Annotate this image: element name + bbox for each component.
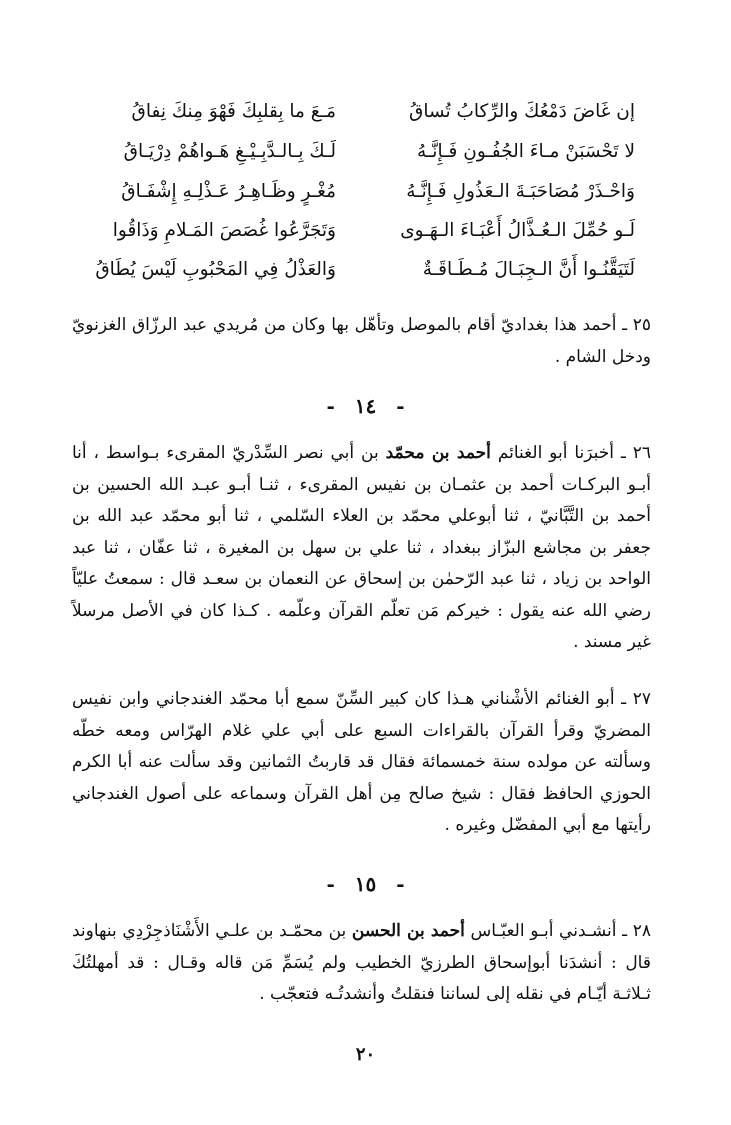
verse-1-left: مَـعَ ما بِقلبِكَ فَهْوَ مِنكَ نِفاقُ: [131, 101, 336, 122]
section-14-number: ١٤: [354, 394, 377, 418]
p26-body: بن أبي نصر السِّدْريّ المقرىء بـواسط ، أنا أبـو البركـات أحمد بن عثمـان بن نفيس المقرىء ، ثنـا أبـو عبـد الله الحسين بن أحمد بن التَّبَّانيّ ، ثنا أبوعلي محمّد بن العلاء السّلمي ، ثنا أبو محمّد عبد الله بن جعفر بن مجاشع البزّاز ببغداد ، ثنا علي بن سهل بن المغيرة ، ثنا عفّان ، ثنا عبد الواحد بن زياد ، ثنا عبد الرّحمٰن بن إسحاق عن النعمان بن سعـد قال : سمعتُ عليّاً رضي الله عنه يقول : خيركم مَن تعلّم القرآن وعلّمه . كـذا كان في الأصل مرسلاً غير مسند .: [72, 443, 651, 652]
section-15-heading: [0, 872, 731, 896]
dash-right: -: [396, 872, 405, 896]
dash-left: -: [326, 394, 335, 418]
section-15-number: ١٥: [354, 872, 377, 896]
verse-3-right: وَاحْـذَرْ مُصَاحَبَـةَ الـعَذُولِ فَـإِنَّـهُ: [406, 181, 635, 202]
p28-intro: أنشـدني أبـو العبّـاس: [470, 921, 617, 941]
p28-name: أحمد بن الحسن: [351, 921, 465, 941]
paragraph-26: [72, 438, 651, 659]
verse-2-left: لَـكَ بِـالـدَّبِـيْـغِ هَـواهُمْ دِرْيَـاقُ: [123, 141, 336, 162]
verse-5-right: لَتَيَقَّنُـوا أَنَّ الـجِبَـالَ مُـطَـاقَـةٌ: [422, 259, 635, 280]
p26-name: أحمد بن محمّد: [385, 443, 491, 463]
verse-2-right: لا تَحْسَبَنْ مـاءَ الجُفُـونِ فَـإِنَّـهُ: [416, 141, 635, 162]
p28-number: ٢٨ ـ: [622, 921, 651, 941]
paragraph-27: ٢٧ ـ أبو الغنائم الأشْناني هـذا كان كبير السِّنّ سمع أبا محمّد الغندجاني وابن نفيس المضريّ وقرأ القرآن بالقراءات السبع على أبي علي غلام الهرّاس ومعه خطّه وسألته عن مولده سنة خمسمائة فقال قد قاربتُ الثمانين وقد سألت عنه أبا الكرم الحوزي الحافظ فقال : شيخ صالح مِن أهل القرآن وسماعه على أصول الغندجاني رأيتها مع أبي المفضّل وغيره .: [72, 689, 651, 835]
p28-body: بن محمّـد بن علـي الأَشْنَاذجِرْدِي بنهاوند قال : أنشدَنا أبوإسحاق الطرزيّ الخطيب ولم يُسَمِّ مَن قاله وقـال : قد أمهلتُكَ ثـلاثـة أيّـام في نقله إلى لساننا فنقلتُ وأنشدتُـه فتعجّب .: [72, 921, 651, 1004]
section-14-heading: [0, 394, 731, 418]
verse-5-left: وَالعَذْلُ فِي المَحْبُوبِ لَيْسَ يُطَاقُ: [95, 259, 336, 280]
p26-number: ٢٦ ـ: [620, 443, 652, 463]
dash-left: -: [326, 872, 335, 896]
note-25: ٢٥ ـ أحمد هذا بغداديّ أقام بالموصل وتأهّل بها وكان من مُريدي عبد الرزّاق الغزنويّ ودخل الشام .: [72, 315, 651, 367]
p26-intro: أخبرَنا أبو الغنائم: [497, 443, 614, 463]
paragraph-28: [72, 916, 651, 1011]
verse-3-left: مُغْـرٍ وظَـاهِـرُ عَـذْلِـهِ إِشْفَـاقُ: [121, 181, 336, 202]
verse-4-right: لَـو حُمِّلَ الـعُـذَّالُ أَعْبَـاءَ الـهَـوى: [400, 220, 635, 241]
dash-right: -: [396, 394, 405, 418]
verse-1-right: إن غَاضَ دَمْعُكَ والرِّكابُ تُساقُ: [408, 101, 635, 122]
page-number: ٢٠: [355, 1044, 376, 1065]
verse-4-left: وَتَجَرَّعُوا غُصَصَ المَـلامِ وَذَاقُوا: [112, 220, 336, 241]
